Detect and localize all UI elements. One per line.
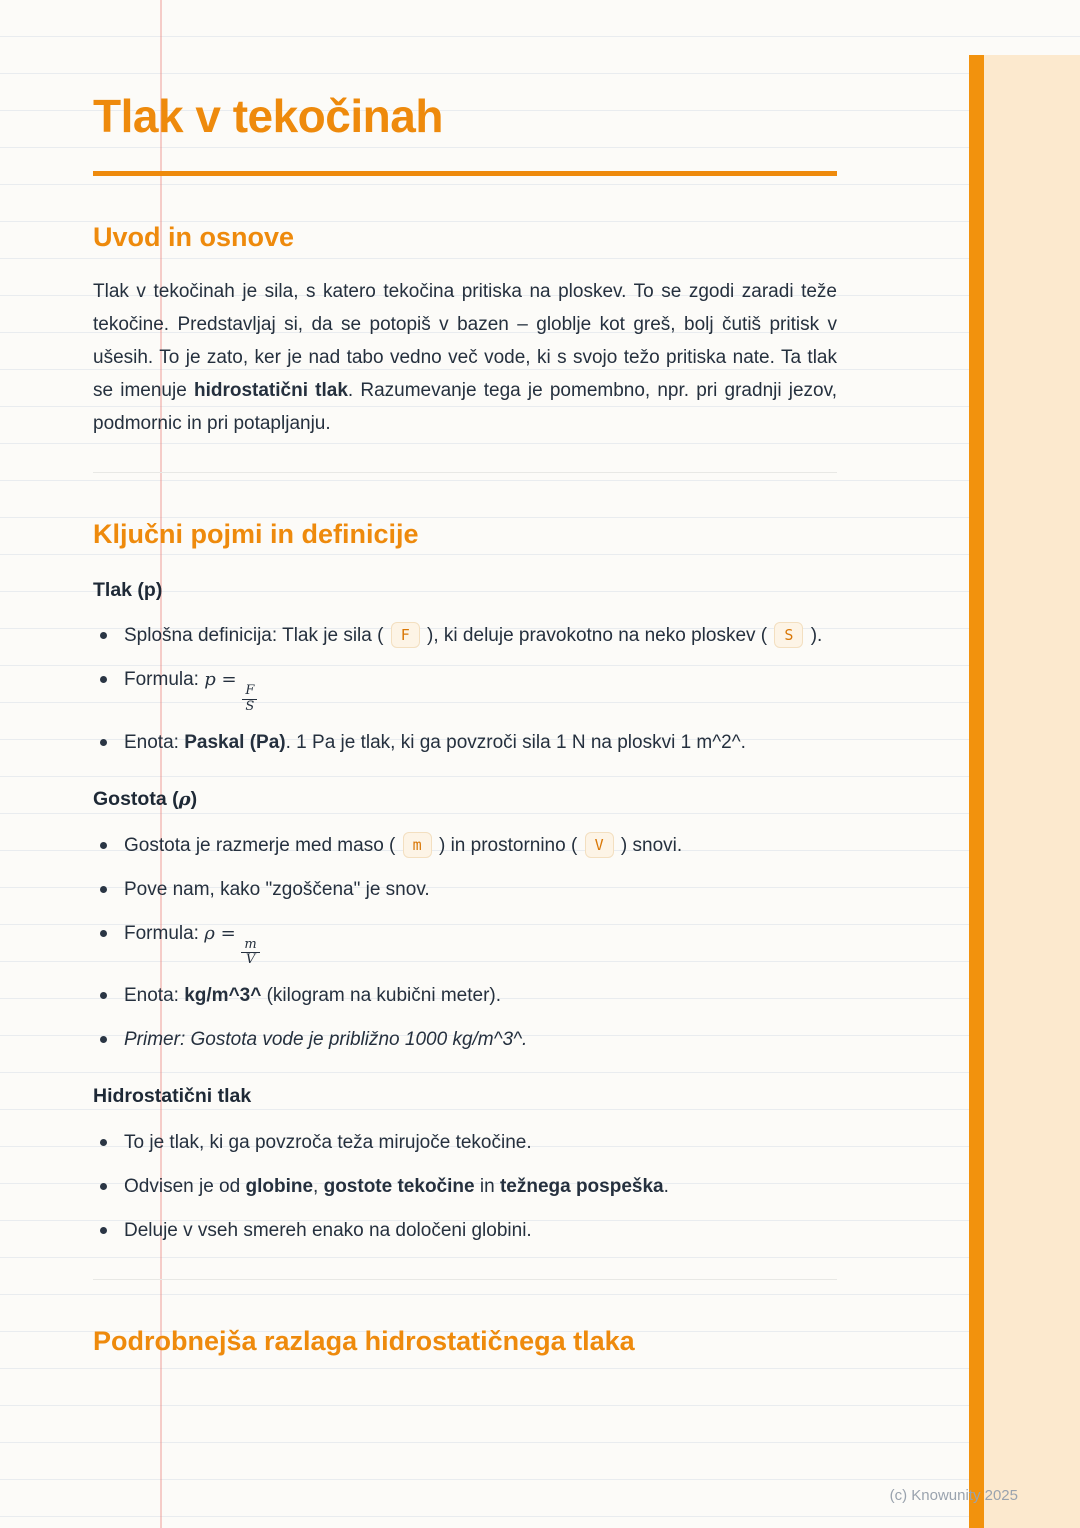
rho-symbol: ρ — [178, 789, 191, 811]
title-rule — [93, 171, 837, 176]
subheading-tlak: Tlak (p) — [93, 578, 163, 601]
accent-stripe-orange — [969, 55, 984, 1528]
definition-text-c: ). — [805, 625, 823, 647]
fraction-numerator: m — [241, 938, 259, 954]
section-heading-uvod: Uvod in osnove — [93, 221, 295, 252]
accent-stripe-light — [984, 55, 1080, 1528]
list-item-enota-tlak — [93, 726, 837, 759]
bullet-list-gostota — [93, 829, 837, 1057]
bullet-list-hidrostaticni — [93, 1126, 837, 1247]
subheading-gostota — [93, 787, 837, 812]
fraction-denominator: S — [245, 699, 255, 715]
formula-p-equals-f-over-s — [204, 669, 257, 715]
section-divider — [93, 472, 837, 473]
list-item-enota-gostota — [93, 979, 837, 1012]
fraction-denominator: V — [245, 952, 256, 968]
copyright-footer: (c) Knowunity 2025 — [889, 1487, 1018, 1504]
hidro-text-c: in — [474, 1175, 500, 1197]
hidro-text-d: . — [663, 1175, 669, 1197]
list-item-gostota-def — [93, 829, 837, 862]
list-item-hidro-1: To je tlak, ki ga povzroča teža mirujoče tekočine. — [93, 1126, 837, 1159]
gostota-text-b: ) in prostornino ( — [433, 834, 583, 856]
intro-paragraph-end: . Razumevanje tega je pomembno, npr. pri gradnji jezov, podmornic in pri potapljanju. — [93, 379, 837, 434]
hidro-bold-gostote: gostote tekočine — [323, 1175, 475, 1197]
list-item-formula-gostota — [93, 917, 837, 969]
unit-text-b: . 1 Pa je tlak, ki ga povzroči sila 1 N na ploskvi 1 m^2^. — [285, 732, 746, 754]
subheading-hidrostaticni-tlak: Hidrostatični tlak — [93, 1085, 252, 1108]
inline-code-badge-m: m — [403, 832, 432, 858]
list-item-primer: Primer: Gostota vode je približno 1000 kg/m^3^. — [93, 1023, 837, 1056]
intro-paragraph-start: Tlak v tekočinah je sila, s katero tekočina pritiska na ploskev. To se zgodi zaradi teže tekočine. Predstavljaj si, da se potopiš v bazen – globlje kot greš, bolj čutiš pritisk v ušesih. To je zato, ker je nad tabo vedno več vode, ki s svojo težo pritiska nate. Ta tlak se imenuje — [93, 280, 837, 401]
list-item-definicija — [93, 619, 837, 652]
hidro-text-b: , — [313, 1175, 324, 1197]
formula-label: Formula: — [124, 669, 205, 691]
unit-text-a: Enota: — [124, 985, 185, 1007]
unit-bold: kg/m^3^ — [184, 985, 262, 1007]
gostota-text-c: ) snovi. — [615, 834, 683, 856]
definition-text-a: Splošna definicija: Tlak je sila ( — [124, 625, 389, 647]
formula-label: Formula: — [124, 922, 205, 944]
section-divider — [93, 1279, 837, 1280]
formula-lhs: ρ — [204, 922, 215, 944]
fraction-m-over-v — [241, 938, 259, 969]
gostota-text-a: Gostota je razmerje med maso ( — [124, 834, 401, 856]
page-title: Tlak v tekočinah — [93, 90, 443, 142]
section-heading-podrobnejsa: Podrobnejša razlaga hidrostatičnega tlaka — [93, 1325, 635, 1356]
formula-equals: = — [221, 669, 237, 691]
intro-paragraph-bold: hidrostatični tlak — [193, 379, 348, 401]
formula-lhs: p — [204, 669, 216, 691]
unit-text-b: (kilogram na kubični meter). — [261, 985, 502, 1007]
unit-text-a: Enota: — [124, 732, 185, 754]
bullet-list-tlak — [93, 619, 837, 759]
list-item-hidro-3: Deluje v vseh smereh enako na določeni globini. — [93, 1214, 837, 1247]
inline-code-badge-V: V — [585, 832, 614, 858]
formula-equals: = — [220, 922, 236, 944]
list-item-gostota-opis: Pove nam, kako "zgoščena" je snov. — [93, 873, 837, 906]
fraction-numerator: F — [242, 684, 257, 700]
inline-code-badge-F: F — [391, 622, 420, 648]
section-heading-pojmi: Ključni pojmi in definicije — [93, 518, 419, 549]
formula-rho-equals-m-over-v — [204, 922, 259, 968]
list-item-formula-tlak — [93, 663, 837, 715]
hidro-text-a: Odvisen je od — [124, 1175, 246, 1197]
list-item-hidro-2 — [93, 1170, 837, 1203]
inline-code-badge-S: S — [774, 622, 803, 648]
definition-text-b: ), ki deluje pravokotno na neko ploskev ( — [421, 625, 773, 647]
intro-paragraph — [93, 275, 837, 440]
gostota-title-b: ) — [190, 788, 198, 811]
document-page — [93, 0, 837, 1357]
gostota-title-a: Gostota ( — [93, 788, 179, 811]
hidro-bold-pospeska: težnega pospeška — [499, 1175, 664, 1197]
fraction-f-over-s — [242, 684, 257, 715]
unit-bold: Paskal (Pa) — [184, 732, 286, 754]
hidro-bold-globine: globine — [245, 1175, 314, 1197]
